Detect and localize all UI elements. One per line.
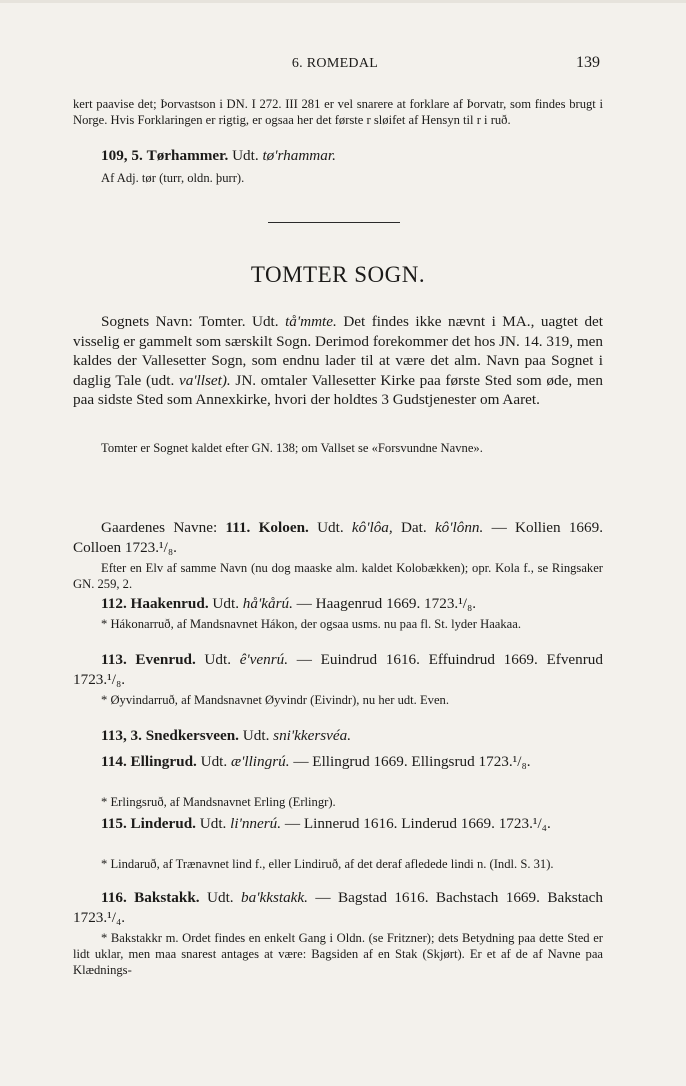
- entry-116: 116. Bakstakk. Udt. ba'kkstakk. — Bagstad 1616. Bachstach 1669. Bakstach 1723.¹/₄.: [73, 889, 604, 926]
- entry-111-note: Efter en Elv af samme Navn (nu dog maaske alm. kaldet Kolobækken); opr. Kola f., se Ringsaker GN. 259, 2.: [73, 561, 603, 591]
- pronunciation: kô'lôa,: [351, 519, 393, 536]
- entry-114: 114. Ellingrud. Udt. æ'llingrú. — Ellingrud 1669. Ellingsrud 1723.¹/₈.: [101, 753, 531, 770]
- entry-text: Udt.: [232, 147, 263, 164]
- parish-note: Tomter er Sognet kaldet efter GN. 138; om Vallset se «Forsvundne Navne».: [101, 441, 483, 455]
- entry-112: 112. Haakenrud. Udt. hå'kårú. — Haagenrud 1669. 1723.¹/₈.: [101, 595, 477, 612]
- pronunciation: tø'rhammar.: [262, 147, 336, 164]
- entry-number: 116.: [101, 889, 127, 906]
- section-divider: [268, 222, 400, 223]
- entry-name: Linderud.: [130, 815, 196, 832]
- entry-name: Haakenrud.: [130, 595, 209, 612]
- entry-name: Bakstakk.: [134, 889, 200, 906]
- pronunciation: ê'venrú.: [239, 651, 289, 668]
- entry-109: [73, 146, 603, 166]
- entry-111: Gaardenes Navne: 111. Koloen. Udt. kô'lôa, Dat. kô'lônn. — Kollien 1669. Colloen 1723.¹/₈.: [73, 519, 603, 556]
- entry-number: 112.: [101, 595, 127, 612]
- running-header: [70, 56, 600, 76]
- parish-pronunciation: tå'mmte.: [285, 313, 337, 330]
- entry-name: Evenrud.: [135, 651, 196, 668]
- entry-113-note: * Øyvindarruð, af Mandsnavnet Øyvindr (Eivindr), nu her udt. Even.: [101, 693, 449, 707]
- entry-116-note: * Bakstakkr m. Ordet findes en enkelt Gang i Oldn. (se Fritzner); dets Betydning paa dette Sted er lidt uklar, men maa snarest antages at være: Bagsiden af en Stak (Skjørt). Er et af de af Navne paa Klædnings-: [73, 931, 603, 977]
- entry-113-3: 113, 3. Snedkersveen. Udt. sni'kkersvéa.: [101, 727, 352, 744]
- top-note: kert paavise det; Þorvastson i DN. I 272. III 281 er vel snarere at forklare af Þorvatr, som findes brugt i Norge. Hvis Forklaringen er rigtig, er ogsaa her det første r sløifet af Hensyn til r i ruð.: [73, 97, 603, 127]
- entry-number: 114.: [101, 753, 127, 770]
- entry-name: Ellingrud.: [130, 753, 197, 770]
- pronunciation: sni'kkersvéa.: [273, 727, 352, 744]
- entry-name: Koloen.: [258, 519, 309, 536]
- entry-115: 115. Linderud. Udt. li'nnerú. — Linnerud 1616. Linderud 1669. 1723.¹/₄.: [101, 815, 551, 832]
- pronunciation: æ'llingrú.: [230, 753, 290, 770]
- farms-lead: Gaardenes Navne:: [101, 519, 226, 536]
- pronunciation-dative: kô'lônn.: [434, 519, 484, 536]
- pronunciation: li'nnerú.: [230, 815, 282, 832]
- page-number: 139: [576, 54, 600, 71]
- entry-number: 115.: [101, 815, 127, 832]
- section-title: TOMTER SOGN.: [250, 262, 426, 287]
- entry-name: Tørhammer.: [146, 147, 229, 164]
- pronunciation: ba'kkstakk.: [241, 889, 308, 906]
- entry-115-note: * Lindaruð, af Trænavnet lind f., eller Lindiruð, af det deraf afledede lindi n. (Indl. S. 31).: [101, 857, 554, 871]
- parish-pronunciation-2: va'llset).: [178, 371, 231, 389]
- entry-114-note: * Erlingsruð, af Mandsnavnet Erling (Erlingr).: [101, 795, 336, 809]
- entry-113: 113. Evenrud. Udt. ê'venrú. — Euindrud 1616. Effuindrud 1669. Efvenrud 1723.¹/₈.: [73, 651, 603, 688]
- entry-name: Snedkersveen.: [145, 727, 239, 744]
- parish-text-2: JN. omtaler Vallesetter Kirke paa første Sted som øde, men paa sidste Sted som Annexkirke, hvori der holdtes 3 Gudstjenester om Aaret.: [73, 371, 603, 408]
- entry-number: 109, 5.: [101, 147, 143, 164]
- page-edge: [0, 0, 686, 3]
- entry-number: 113.: [101, 651, 127, 668]
- entry-109-note: Af Adj. tør (turr, oldn. þurr).: [101, 171, 245, 185]
- parish-paragraph: [73, 312, 603, 410]
- pronunciation: hå'kårú.: [242, 595, 293, 612]
- parish-text: Det findes ikke nævnt i MA., uagtet det visselig er gammelt som særskilt Sogn. Derimod forekommer det hos JN. 14. 319, men kaldes der Vallesetter Sogn, som endnu lader til at være det alm. Navn paa Sognet i daglig Tale (udt.: [73, 313, 603, 389]
- entry-number: 113, 3.: [101, 727, 142, 744]
- parish-lead: Sognets Navn: Tomter. Udt.: [101, 313, 286, 330]
- entry-112-note: * Hákonarruð, af Mandsnavnet Hákon, der ogsaa usms. nu paa fl. St. lyder Haakaa.: [101, 617, 522, 631]
- entry-number: 111.: [225, 519, 251, 536]
- chapter-title: 6. ROMEDAL: [291, 56, 379, 71]
